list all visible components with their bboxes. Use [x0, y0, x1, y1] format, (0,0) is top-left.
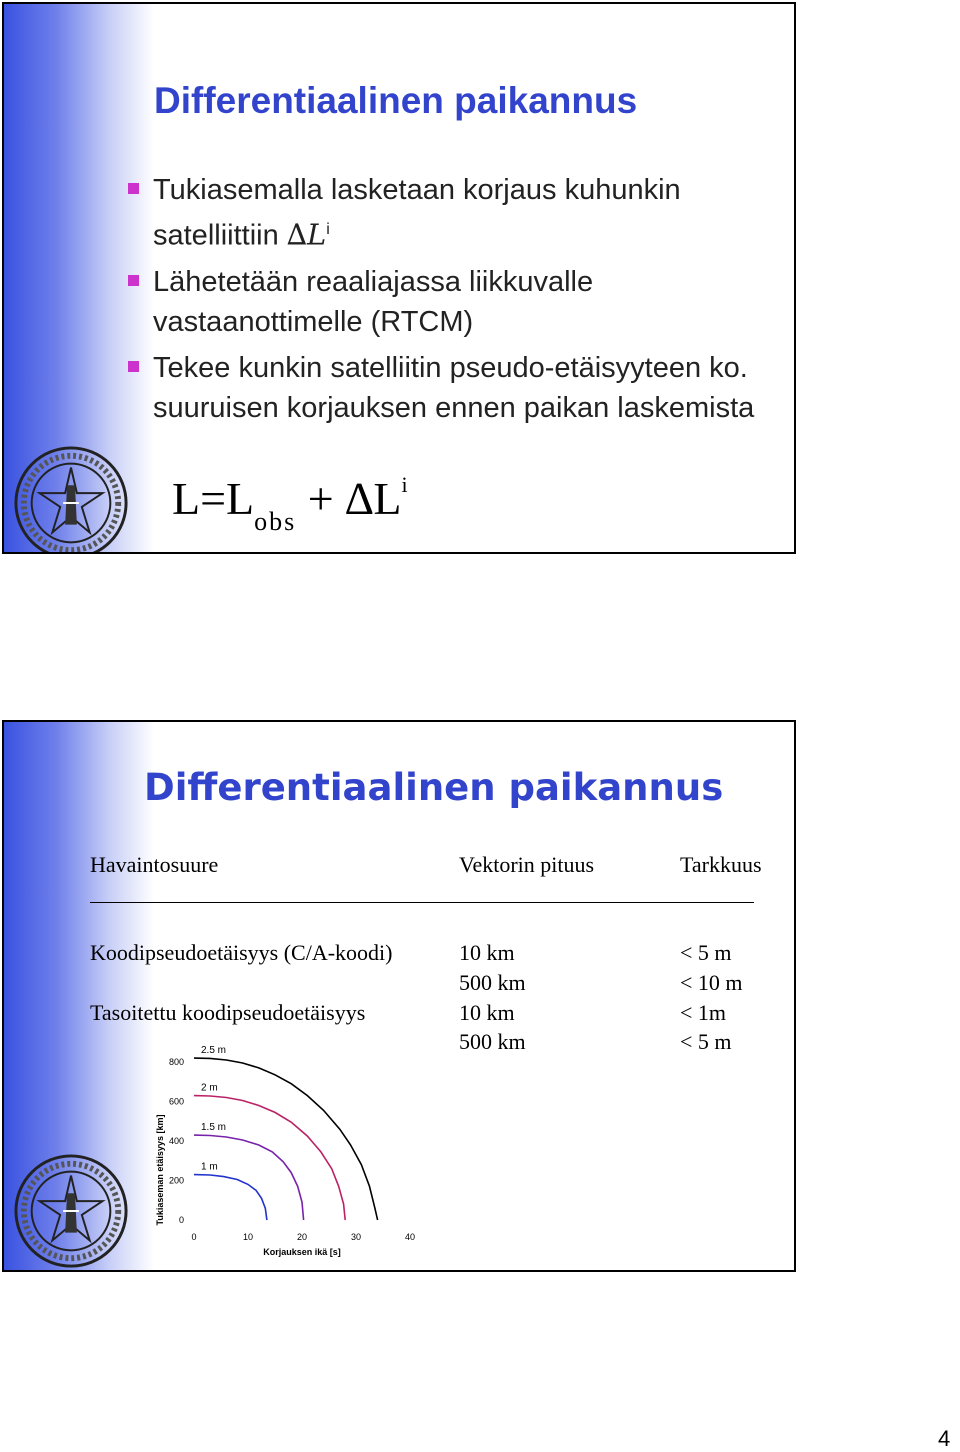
delta-l-superscript: i	[326, 221, 330, 238]
curve-label: 2 m	[201, 1082, 218, 1094]
table-cell: 10 km	[459, 1000, 515, 1025]
page-number: 4	[938, 1426, 951, 1451]
table-header-rule	[90, 902, 754, 903]
formula-superscript: i	[401, 472, 408, 497]
curve-label: 1.5 m	[201, 1122, 227, 1134]
institute-seal-icon	[12, 1152, 130, 1270]
formula-lhs: L=L	[172, 473, 255, 524]
formula-rhs: + ∆L	[296, 473, 402, 524]
x-tick-label: 30	[350, 1232, 362, 1242]
x-tick-label: 10	[242, 1232, 254, 1242]
y-tick-label: 600	[168, 1096, 184, 1107]
bullet-list	[128, 170, 768, 434]
accuracy-curve	[194, 1058, 378, 1220]
slide-2	[2, 720, 796, 1272]
table-header-vector-length: Vektorin pituus	[459, 852, 595, 877]
y-tick-label: 400	[168, 1136, 184, 1146]
table-cell: 500 km	[459, 1029, 526, 1054]
accuracy-chart	[144, 1040, 434, 1260]
bullet-square-icon	[128, 275, 139, 286]
bullet-item	[128, 262, 768, 342]
x-tick-label: 0	[191, 1232, 197, 1242]
curve-label: 1 m	[201, 1161, 218, 1173]
table-cell: < 5 m	[680, 940, 732, 965]
table-header-accuracy: Tarkkuus	[680, 852, 762, 877]
table-cell: 10 km	[459, 940, 515, 965]
slide-title: Differentiaalinen paikannus	[154, 80, 638, 121]
accuracy-curve	[194, 1175, 267, 1220]
x-tick-label: 40	[404, 1232, 416, 1242]
delta-l-symbol: ∆L	[286, 217, 327, 252]
bullet-text: Tekee kunkin satelliitin pseudo-etäisyyteen ko. suuruisen korjauksen ennen paikan laskemista	[153, 351, 755, 424]
y-tick-label: 0	[178, 1215, 184, 1225]
table-header-quantity: Havaintosuure	[90, 852, 219, 877]
y-tick-label: 800	[168, 1057, 184, 1067]
table-cell: Tasoitettu koodipseudoetäisyys	[90, 1000, 366, 1025]
formula-subscript: obs	[254, 507, 297, 536]
slide-title: Differentiaalinen paikannus	[144, 766, 724, 809]
x-axis-label: Korjauksen ikä [s]	[263, 1247, 341, 1257]
table-cell: Koodipseudoetäisyys (C/A-koodi)	[90, 940, 393, 965]
y-tick-label: 200	[168, 1175, 184, 1186]
table-cell: < 1m	[680, 1000, 727, 1025]
table-cell: < 10 m	[680, 970, 743, 995]
accuracy-curve	[194, 1096, 345, 1220]
y-tick-labels	[169, 1057, 184, 1225]
x-tick-label: 20	[296, 1232, 308, 1242]
x-tick-labels	[191, 1232, 415, 1242]
bullet-item	[128, 170, 768, 256]
correction-formula	[172, 472, 408, 537]
bullet-text: Lähetetään reaaliajassa liikkuvalle vastaanottimelle (RTCM)	[153, 265, 594, 338]
bullet-square-icon	[128, 183, 139, 194]
bullet-square-icon	[128, 361, 139, 372]
table-cell: 500 km	[459, 970, 526, 995]
curve-labels	[201, 1045, 226, 1173]
accuracy-curve	[194, 1135, 304, 1220]
curve-label: 2.5 m	[201, 1045, 227, 1057]
slide-1	[2, 2, 796, 554]
institute-seal-icon	[12, 444, 130, 554]
table-cell: < 5 m	[680, 1029, 732, 1054]
accuracy-curves	[194, 1058, 378, 1220]
y-axis-label: Tukiaseman etäisyys [km]	[155, 1114, 165, 1226]
bullet-text: Tukiasemalla lasketaan korjaus kuhunkin satelliittiin	[153, 174, 681, 252]
bullet-item	[128, 348, 768, 428]
